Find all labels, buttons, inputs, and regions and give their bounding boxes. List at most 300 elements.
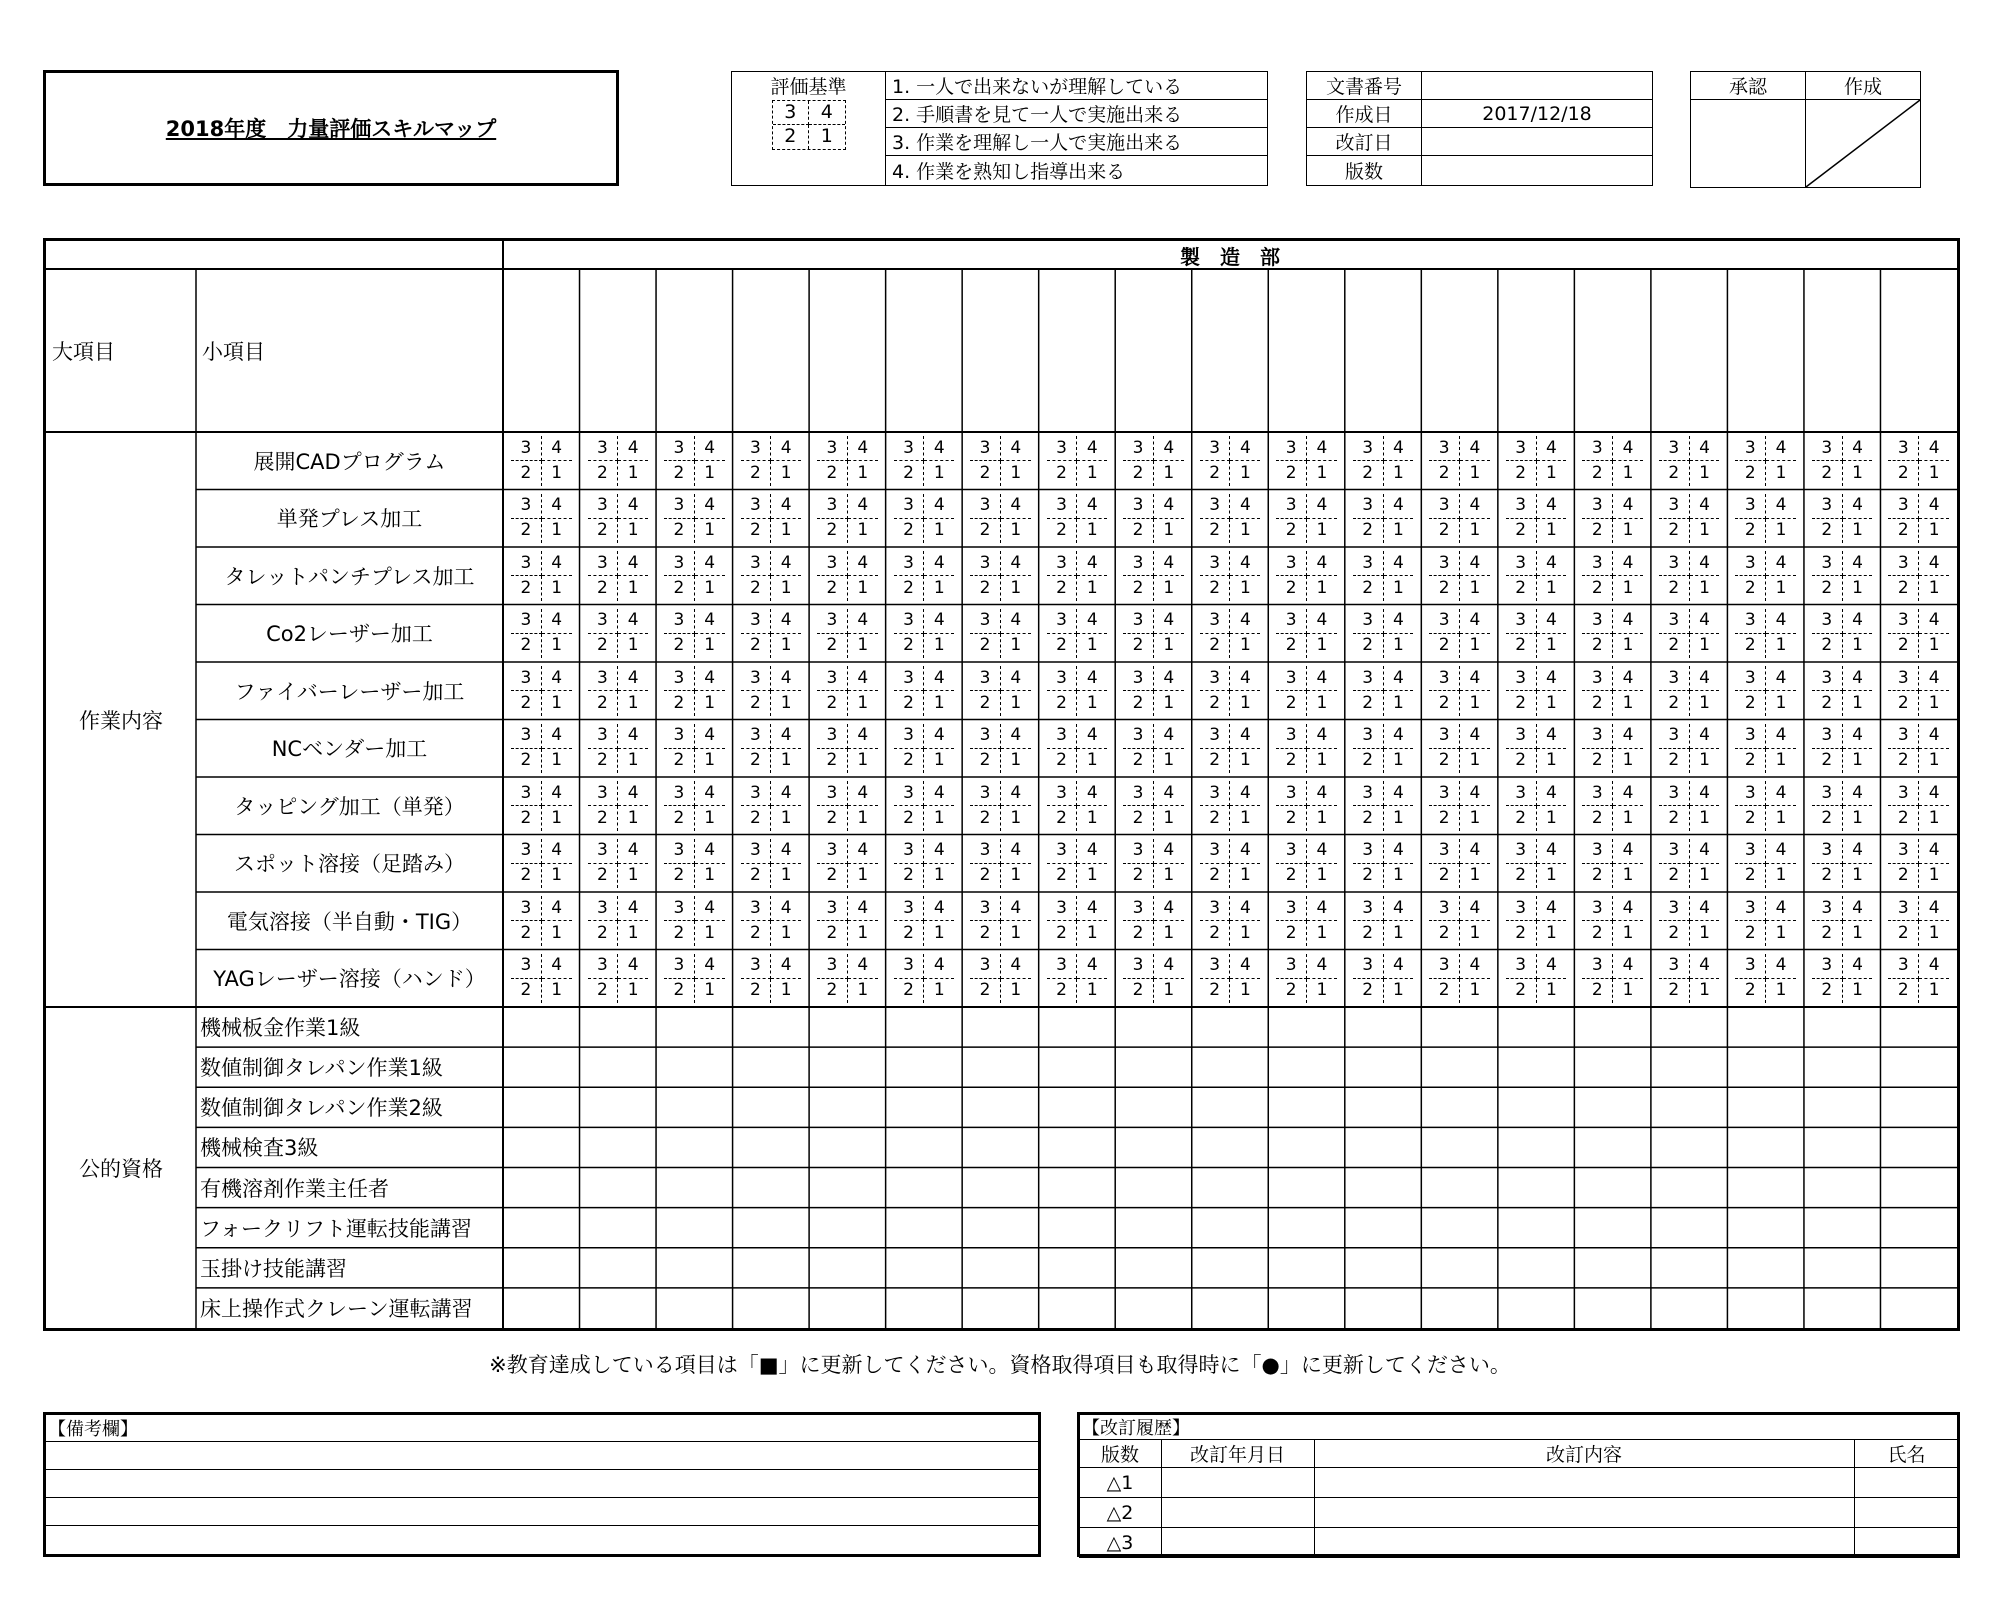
score-2[interactable]: 2 bbox=[1123, 633, 1153, 658]
score-2[interactable]: 2 bbox=[1888, 921, 1918, 946]
skill-score-cell[interactable] bbox=[511, 666, 572, 716]
score-4[interactable]: 4 bbox=[1919, 839, 1949, 864]
score-4[interactable]: 4 bbox=[1766, 551, 1796, 576]
member-name-cell[interactable] bbox=[503, 269, 580, 432]
qual-status-cell[interactable] bbox=[1268, 1007, 1345, 1047]
score-4[interactable]: 4 bbox=[1383, 724, 1413, 749]
member-name-cell[interactable] bbox=[1421, 269, 1498, 432]
score-1[interactable]: 1 bbox=[857, 750, 869, 771]
score-1[interactable]: 1 bbox=[1469, 577, 1481, 598]
skill-score-cell[interactable] bbox=[664, 666, 725, 716]
score-2[interactable]: 2 bbox=[894, 863, 924, 888]
skill-score-cell[interactable] bbox=[1429, 954, 1490, 1004]
score-4[interactable]: 4 bbox=[618, 609, 648, 634]
qual-status-cell[interactable] bbox=[1651, 1248, 1728, 1288]
score-3[interactable]: 3 bbox=[1200, 494, 1230, 519]
qual-status-cell[interactable] bbox=[656, 1127, 733, 1167]
score-4[interactable]: 4 bbox=[924, 666, 954, 691]
score-3[interactable]: 3 bbox=[588, 436, 618, 461]
score-2[interactable]: 2 bbox=[970, 748, 1000, 773]
skill-score-cell[interactable] bbox=[1429, 494, 1490, 544]
qual-status-cell[interactable] bbox=[809, 1007, 886, 1047]
score-2[interactable]: 2 bbox=[1123, 461, 1153, 486]
score-4[interactable]: 4 bbox=[1077, 896, 1107, 921]
remarks-line[interactable] bbox=[46, 1525, 1038, 1554]
score-1[interactable]: 1 bbox=[1928, 520, 1940, 541]
qual-status-cell[interactable] bbox=[1804, 1087, 1881, 1127]
skill-score-cell[interactable] bbox=[1429, 781, 1490, 831]
qual-status-cell[interactable] bbox=[1880, 1127, 1957, 1167]
score-1[interactable]: 1 bbox=[857, 692, 869, 713]
score-4[interactable]: 4 bbox=[1919, 494, 1949, 519]
score-1[interactable]: 1 bbox=[1928, 865, 1940, 886]
skill-score-cell[interactable] bbox=[1735, 551, 1796, 601]
score-4[interactable]: 4 bbox=[618, 954, 648, 979]
score-3[interactable]: 3 bbox=[741, 839, 771, 864]
score-3[interactable]: 3 bbox=[817, 724, 847, 749]
score-3[interactable]: 3 bbox=[588, 494, 618, 519]
qual-status-cell[interactable] bbox=[656, 1208, 733, 1248]
score-3[interactable]: 3 bbox=[588, 954, 618, 979]
score-3[interactable]: 3 bbox=[1735, 609, 1765, 634]
score-3[interactable]: 3 bbox=[1353, 724, 1383, 749]
score-4[interactable]: 4 bbox=[1460, 896, 1490, 921]
score-1[interactable]: 1 bbox=[627, 980, 639, 1001]
score-3[interactable]: 3 bbox=[1582, 839, 1612, 864]
score-1[interactable]: 1 bbox=[1086, 750, 1098, 771]
score-3[interactable]: 3 bbox=[1812, 666, 1842, 691]
score-2[interactable]: 2 bbox=[741, 748, 771, 773]
score-3[interactable]: 3 bbox=[664, 724, 694, 749]
score-2[interactable]: 2 bbox=[970, 863, 1000, 888]
score-2[interactable]: 2 bbox=[1812, 518, 1842, 543]
skill-score-cell[interactable] bbox=[1812, 896, 1873, 946]
skill-score-cell[interactable] bbox=[1123, 781, 1184, 831]
score-4[interactable]: 4 bbox=[694, 436, 724, 461]
score-1[interactable]: 1 bbox=[1469, 750, 1481, 771]
score-2[interactable]: 2 bbox=[817, 633, 847, 658]
score-1[interactable]: 1 bbox=[1316, 807, 1328, 828]
score-3[interactable]: 3 bbox=[1506, 954, 1536, 979]
qual-status-cell[interactable] bbox=[886, 1127, 963, 1167]
score-1[interactable]: 1 bbox=[1775, 577, 1787, 598]
score-4[interactable]: 4 bbox=[1307, 666, 1337, 691]
score-3[interactable]: 3 bbox=[894, 494, 924, 519]
qual-status-cell[interactable] bbox=[1880, 1208, 1957, 1248]
score-3[interactable]: 3 bbox=[970, 724, 1000, 749]
score-3[interactable]: 3 bbox=[1659, 781, 1689, 806]
qual-status-cell[interactable] bbox=[1574, 1087, 1651, 1127]
score-2[interactable]: 2 bbox=[894, 748, 924, 773]
score-2[interactable]: 2 bbox=[1200, 978, 1230, 1003]
score-1[interactable]: 1 bbox=[780, 750, 792, 771]
score-1[interactable]: 1 bbox=[1775, 750, 1787, 771]
skill-score-cell[interactable] bbox=[588, 781, 649, 831]
score-3[interactable]: 3 bbox=[1353, 436, 1383, 461]
score-3[interactable]: 3 bbox=[1812, 839, 1842, 864]
score-2[interactable]: 2 bbox=[1582, 863, 1612, 888]
score-2[interactable]: 2 bbox=[588, 518, 618, 543]
skill-score-cell[interactable] bbox=[1659, 551, 1720, 601]
score-1[interactable]: 1 bbox=[1546, 520, 1557, 541]
score-3[interactable]: 3 bbox=[894, 839, 924, 864]
score-1[interactable]: 1 bbox=[704, 922, 716, 943]
score-4[interactable]: 4 bbox=[1919, 609, 1949, 634]
score-2[interactable]: 2 bbox=[1735, 576, 1765, 601]
skill-score-cell[interactable] bbox=[1582, 551, 1643, 601]
qual-status-cell[interactable] bbox=[1727, 1087, 1804, 1127]
score-3[interactable]: 3 bbox=[1506, 609, 1536, 634]
score-1[interactable]: 1 bbox=[1239, 635, 1251, 656]
remarks-line[interactable] bbox=[46, 1441, 1038, 1469]
score-2[interactable]: 2 bbox=[1812, 921, 1842, 946]
qual-status-cell[interactable] bbox=[962, 1168, 1039, 1208]
score-2[interactable]: 2 bbox=[1506, 806, 1536, 831]
score-3[interactable]: 3 bbox=[1047, 954, 1077, 979]
score-3[interactable]: 3 bbox=[1812, 609, 1842, 634]
skill-score-cell[interactable] bbox=[1353, 781, 1414, 831]
score-3[interactable]: 3 bbox=[588, 551, 618, 576]
score-2[interactable]: 2 bbox=[664, 633, 694, 658]
score-1[interactable]: 1 bbox=[1546, 807, 1557, 828]
score-1[interactable]: 1 bbox=[1775, 807, 1787, 828]
score-4[interactable]: 4 bbox=[1766, 666, 1796, 691]
skill-score-cell[interactable] bbox=[1659, 724, 1720, 774]
score-1[interactable]: 1 bbox=[1852, 865, 1863, 886]
score-4[interactable]: 4 bbox=[1919, 666, 1949, 691]
skill-score-cell[interactable] bbox=[1582, 954, 1643, 1004]
score-2[interactable]: 2 bbox=[511, 576, 541, 601]
score-4[interactable]: 4 bbox=[1613, 724, 1643, 749]
score-4[interactable]: 4 bbox=[1000, 436, 1030, 461]
score-3[interactable]: 3 bbox=[1047, 436, 1077, 461]
skill-score-cell[interactable] bbox=[894, 494, 955, 544]
score-1[interactable]: 1 bbox=[1316, 462, 1328, 483]
qual-status-cell[interactable] bbox=[1880, 1168, 1957, 1208]
skill-score-cell[interactable] bbox=[1735, 666, 1796, 716]
score-4[interactable]: 4 bbox=[1842, 781, 1872, 806]
score-4[interactable]: 4 bbox=[618, 436, 648, 461]
score-1[interactable]: 1 bbox=[1010, 462, 1022, 483]
score-4[interactable]: 4 bbox=[1842, 666, 1872, 691]
score-1[interactable]: 1 bbox=[933, 750, 945, 771]
rev-name[interactable] bbox=[1854, 1528, 1959, 1558]
skill-score-cell[interactable] bbox=[970, 839, 1031, 889]
qual-status-cell[interactable] bbox=[1039, 1248, 1116, 1288]
qual-status-cell[interactable] bbox=[1268, 1087, 1345, 1127]
score-3[interactable]: 3 bbox=[1276, 666, 1306, 691]
rev-date[interactable] bbox=[1161, 1528, 1314, 1558]
score-1[interactable]: 1 bbox=[704, 692, 716, 713]
skill-score-cell[interactable] bbox=[741, 781, 802, 831]
skill-score-cell[interactable] bbox=[1735, 436, 1796, 486]
score-1[interactable]: 1 bbox=[1546, 692, 1557, 713]
score-1[interactable]: 1 bbox=[1010, 577, 1022, 598]
score-2[interactable]: 2 bbox=[1200, 633, 1230, 658]
skill-score-cell[interactable] bbox=[894, 666, 955, 716]
score-3[interactable]: 3 bbox=[1123, 551, 1153, 576]
score-1[interactable]: 1 bbox=[1775, 520, 1787, 541]
score-2[interactable]: 2 bbox=[970, 576, 1000, 601]
skill-score-cell[interactable] bbox=[1582, 666, 1643, 716]
qual-status-cell[interactable] bbox=[809, 1168, 886, 1208]
qual-status-cell[interactable] bbox=[1345, 1127, 1422, 1167]
score-4[interactable]: 4 bbox=[1000, 551, 1030, 576]
score-1[interactable]: 1 bbox=[551, 635, 563, 656]
qual-status-cell[interactable] bbox=[809, 1127, 886, 1167]
skill-score-cell[interactable] bbox=[1582, 781, 1643, 831]
score-4[interactable]: 4 bbox=[1383, 954, 1413, 979]
score-4[interactable]: 4 bbox=[1077, 839, 1107, 864]
skill-score-cell[interactable] bbox=[511, 494, 572, 544]
score-4[interactable]: 4 bbox=[1077, 436, 1107, 461]
score-4[interactable]: 4 bbox=[1383, 609, 1413, 634]
score-3[interactable]: 3 bbox=[1353, 896, 1383, 921]
qual-status-cell[interactable] bbox=[1192, 1047, 1269, 1087]
score-4[interactable]: 4 bbox=[771, 896, 801, 921]
score-1[interactable]: 1 bbox=[1393, 462, 1404, 483]
score-1[interactable]: 1 bbox=[627, 520, 639, 541]
score-1[interactable]: 1 bbox=[1393, 635, 1404, 656]
score-2[interactable]: 2 bbox=[664, 461, 694, 486]
score-3[interactable]: 3 bbox=[1659, 494, 1689, 519]
skill-score-cell[interactable] bbox=[741, 436, 802, 486]
score-3[interactable]: 3 bbox=[1735, 436, 1765, 461]
score-3[interactable]: 3 bbox=[1506, 436, 1536, 461]
score-1[interactable]: 1 bbox=[1699, 750, 1710, 771]
qual-status-cell[interactable] bbox=[1651, 1288, 1728, 1328]
score-2[interactable]: 2 bbox=[1735, 518, 1765, 543]
skill-score-cell[interactable] bbox=[1276, 781, 1337, 831]
qual-status-cell[interactable] bbox=[1727, 1248, 1804, 1288]
docinfo-value[interactable] bbox=[1422, 72, 1653, 100]
score-1[interactable]: 1 bbox=[1546, 750, 1557, 771]
score-3[interactable]: 3 bbox=[511, 666, 541, 691]
score-4[interactable]: 4 bbox=[1919, 551, 1949, 576]
score-2[interactable]: 2 bbox=[1888, 863, 1918, 888]
qual-status-cell[interactable] bbox=[1345, 1248, 1422, 1288]
score-3[interactable]: 3 bbox=[894, 666, 924, 691]
score-1[interactable]: 1 bbox=[933, 807, 945, 828]
score-2[interactable]: 2 bbox=[1429, 921, 1459, 946]
skill-score-cell[interactable] bbox=[1353, 609, 1414, 659]
score-2[interactable]: 2 bbox=[588, 748, 618, 773]
skill-score-cell[interactable] bbox=[817, 436, 878, 486]
score-2[interactable]: 2 bbox=[1582, 576, 1612, 601]
score-2[interactable]: 2 bbox=[894, 921, 924, 946]
score-2[interactable]: 2 bbox=[1353, 518, 1383, 543]
score-2[interactable]: 2 bbox=[1047, 576, 1077, 601]
score-4[interactable]: 4 bbox=[618, 896, 648, 921]
skill-score-cell[interactable] bbox=[1506, 724, 1567, 774]
score-2[interactable]: 2 bbox=[1353, 806, 1383, 831]
score-1[interactable]: 1 bbox=[1316, 577, 1328, 598]
score-3[interactable]: 3 bbox=[1429, 724, 1459, 749]
skill-score-cell[interactable] bbox=[1276, 436, 1337, 486]
score-2[interactable]: 2 bbox=[511, 921, 541, 946]
score-3[interactable]: 3 bbox=[817, 551, 847, 576]
score-3[interactable]: 3 bbox=[1353, 839, 1383, 864]
score-2[interactable]: 2 bbox=[894, 461, 924, 486]
qual-status-cell[interactable] bbox=[1498, 1007, 1575, 1047]
score-2[interactable]: 2 bbox=[1200, 576, 1230, 601]
score-3[interactable]: 3 bbox=[511, 781, 541, 806]
skill-score-cell[interactable] bbox=[511, 781, 572, 831]
score-4[interactable]: 4 bbox=[1077, 724, 1107, 749]
skill-score-cell[interactable] bbox=[741, 724, 802, 774]
score-3[interactable]: 3 bbox=[588, 781, 618, 806]
score-4[interactable]: 4 bbox=[771, 666, 801, 691]
score-4[interactable]: 4 bbox=[1460, 551, 1490, 576]
qual-status-cell[interactable] bbox=[1115, 1208, 1192, 1248]
qual-status-cell[interactable] bbox=[1804, 1047, 1881, 1087]
score-2[interactable]: 2 bbox=[1200, 863, 1230, 888]
skill-score-cell[interactable] bbox=[1888, 781, 1949, 831]
score-4[interactable]: 4 bbox=[1766, 609, 1796, 634]
score-2[interactable]: 2 bbox=[588, 978, 618, 1003]
skill-score-cell[interactable] bbox=[1353, 436, 1414, 486]
score-4[interactable]: 4 bbox=[847, 609, 877, 634]
score-1[interactable]: 1 bbox=[1086, 635, 1098, 656]
score-3[interactable]: 3 bbox=[1888, 896, 1918, 921]
score-2[interactable]: 2 bbox=[1735, 806, 1765, 831]
score-3[interactable]: 3 bbox=[1123, 609, 1153, 634]
score-2[interactable]: 2 bbox=[1429, 518, 1459, 543]
score-2[interactable]: 2 bbox=[1276, 461, 1306, 486]
score-3[interactable]: 3 bbox=[1047, 896, 1077, 921]
score-1[interactable]: 1 bbox=[1086, 807, 1098, 828]
qual-status-cell[interactable] bbox=[580, 1208, 657, 1248]
skill-score-cell[interactable] bbox=[894, 609, 955, 659]
score-3[interactable]: 3 bbox=[1200, 896, 1230, 921]
score-4[interactable]: 4 bbox=[1230, 436, 1260, 461]
score-4[interactable]: 4 bbox=[1613, 609, 1643, 634]
score-3[interactable]: 3 bbox=[1123, 896, 1153, 921]
score-1[interactable]: 1 bbox=[1775, 980, 1787, 1001]
skill-score-cell[interactable] bbox=[1123, 896, 1184, 946]
score-4[interactable]: 4 bbox=[541, 551, 571, 576]
score-4[interactable]: 4 bbox=[1153, 551, 1183, 576]
qual-status-cell[interactable] bbox=[1880, 1087, 1957, 1127]
skill-score-cell[interactable] bbox=[1506, 436, 1567, 486]
score-4[interactable]: 4 bbox=[1077, 551, 1107, 576]
score-3[interactable]: 3 bbox=[664, 954, 694, 979]
skill-score-cell[interactable] bbox=[1200, 609, 1261, 659]
qual-status-cell[interactable] bbox=[1574, 1047, 1651, 1087]
score-3[interactable]: 3 bbox=[1812, 896, 1842, 921]
score-4[interactable]: 4 bbox=[1689, 839, 1719, 864]
score-1[interactable]: 1 bbox=[780, 865, 792, 886]
skill-score-cell[interactable] bbox=[588, 839, 649, 889]
score-4[interactable]: 4 bbox=[1383, 666, 1413, 691]
skill-score-cell[interactable] bbox=[1735, 609, 1796, 659]
qual-status-cell[interactable] bbox=[1574, 1168, 1651, 1208]
qual-status-cell[interactable] bbox=[962, 1127, 1039, 1167]
score-4[interactable]: 4 bbox=[694, 724, 724, 749]
score-4[interactable]: 4 bbox=[924, 551, 954, 576]
score-4[interactable]: 4 bbox=[1613, 896, 1643, 921]
score-1[interactable]: 1 bbox=[1469, 635, 1481, 656]
score-2[interactable]: 2 bbox=[1582, 748, 1612, 773]
skill-score-cell[interactable] bbox=[588, 551, 649, 601]
score-4[interactable]: 4 bbox=[1153, 494, 1183, 519]
score-4[interactable]: 4 bbox=[1919, 781, 1949, 806]
score-1[interactable]: 1 bbox=[780, 635, 792, 656]
score-4[interactable]: 4 bbox=[1460, 494, 1490, 519]
score-2[interactable]: 2 bbox=[588, 633, 618, 658]
score-3[interactable]: 3 bbox=[1200, 609, 1230, 634]
score-4[interactable]: 4 bbox=[1230, 896, 1260, 921]
score-3[interactable]: 3 bbox=[1276, 609, 1306, 634]
skill-score-cell[interactable] bbox=[511, 896, 572, 946]
score-1[interactable]: 1 bbox=[1239, 750, 1251, 771]
score-1[interactable]: 1 bbox=[780, 577, 792, 598]
rev-date[interactable] bbox=[1161, 1498, 1314, 1528]
member-name-cell[interactable] bbox=[962, 269, 1039, 432]
score-3[interactable]: 3 bbox=[1582, 781, 1612, 806]
score-1[interactable]: 1 bbox=[1775, 865, 1787, 886]
score-1[interactable]: 1 bbox=[933, 922, 945, 943]
skill-score-cell[interactable] bbox=[1582, 839, 1643, 889]
score-2[interactable]: 2 bbox=[1888, 518, 1918, 543]
score-3[interactable]: 3 bbox=[1200, 839, 1230, 864]
score-2[interactable]: 2 bbox=[1735, 863, 1765, 888]
skill-score-cell[interactable] bbox=[970, 609, 1031, 659]
score-2[interactable]: 2 bbox=[1353, 748, 1383, 773]
score-1[interactable]: 1 bbox=[1393, 577, 1404, 598]
score-2[interactable]: 2 bbox=[1812, 863, 1842, 888]
score-3[interactable]: 3 bbox=[1276, 839, 1306, 864]
skill-score-cell[interactable] bbox=[511, 839, 572, 889]
skill-score-cell[interactable] bbox=[664, 896, 725, 946]
score-4[interactable]: 4 bbox=[1307, 896, 1337, 921]
skill-score-cell[interactable] bbox=[1429, 551, 1490, 601]
skill-score-cell[interactable] bbox=[1812, 954, 1873, 1004]
score-1[interactable]: 1 bbox=[704, 520, 716, 541]
score-2[interactable]: 2 bbox=[1276, 863, 1306, 888]
score-2[interactable]: 2 bbox=[1812, 978, 1842, 1003]
score-2[interactable]: 2 bbox=[511, 518, 541, 543]
skill-score-cell[interactable] bbox=[1659, 896, 1720, 946]
score-1[interactable]: 1 bbox=[1393, 922, 1404, 943]
score-4[interactable]: 4 bbox=[1536, 839, 1566, 864]
score-4[interactable]: 4 bbox=[1230, 551, 1260, 576]
score-3[interactable]: 3 bbox=[1888, 609, 1918, 634]
score-2[interactable]: 2 bbox=[1506, 748, 1536, 773]
qual-status-cell[interactable] bbox=[1421, 1168, 1498, 1208]
score-3[interactable]: 3 bbox=[817, 896, 847, 921]
score-1[interactable]: 1 bbox=[1393, 865, 1404, 886]
qual-status-cell[interactable] bbox=[1651, 1168, 1728, 1208]
score-2[interactable]: 2 bbox=[1812, 748, 1842, 773]
skill-score-cell[interactable] bbox=[1506, 781, 1567, 831]
score-2[interactable]: 2 bbox=[588, 921, 618, 946]
qual-status-cell[interactable] bbox=[962, 1208, 1039, 1248]
score-3[interactable]: 3 bbox=[664, 839, 694, 864]
score-3[interactable]: 3 bbox=[1735, 896, 1765, 921]
score-2[interactable]: 2 bbox=[1047, 748, 1077, 773]
qual-status-cell[interactable] bbox=[886, 1208, 963, 1248]
score-1[interactable]: 1 bbox=[933, 520, 945, 541]
score-3[interactable]: 3 bbox=[1812, 494, 1842, 519]
score-2[interactable]: 2 bbox=[894, 518, 924, 543]
skill-score-cell[interactable] bbox=[588, 494, 649, 544]
score-1[interactable]: 1 bbox=[780, 520, 792, 541]
score-2[interactable]: 2 bbox=[1812, 576, 1842, 601]
score-3[interactable]: 3 bbox=[1888, 551, 1918, 576]
score-4[interactable]: 4 bbox=[1919, 724, 1949, 749]
score-2[interactable]: 2 bbox=[1582, 461, 1612, 486]
